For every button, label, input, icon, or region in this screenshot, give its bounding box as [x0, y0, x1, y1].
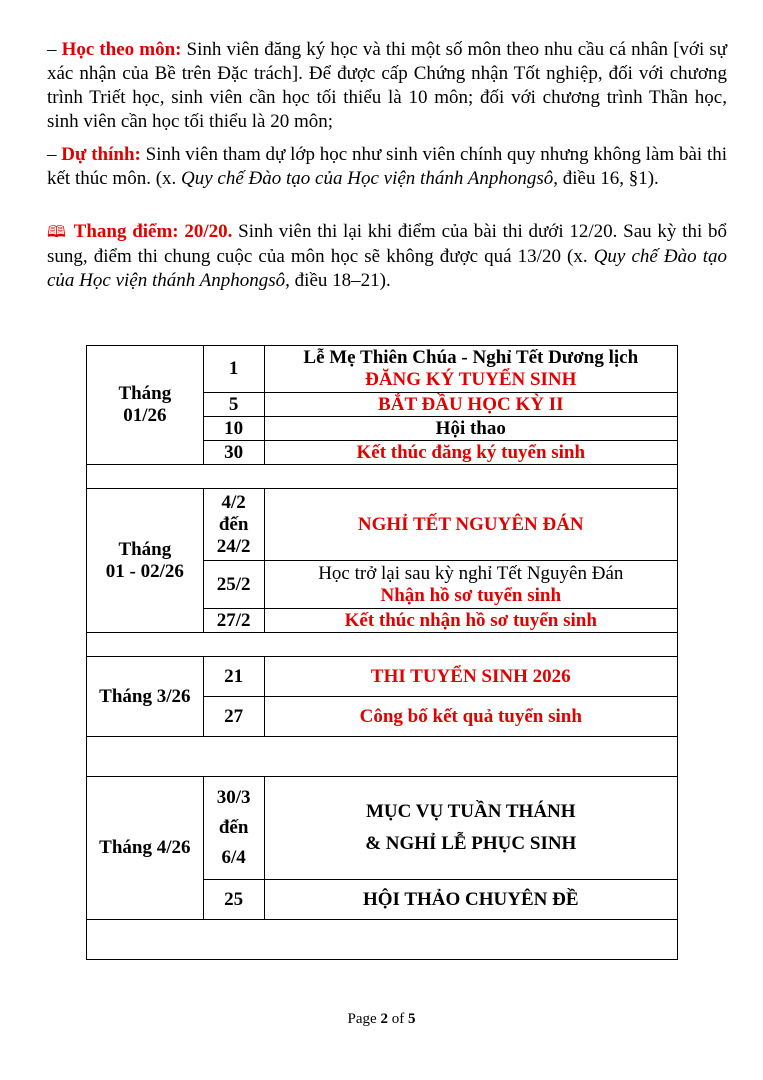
event-cell: Hội thao — [264, 417, 677, 441]
spacer-row — [87, 920, 678, 960]
table-row — [87, 489, 678, 561]
paragraph-thang-diem — [47, 220, 727, 293]
text-hoc-theo-mon: Sinh viên đăng ký học và thi một số môn theo nhu cầu cá nhân [với sự xác nhận của Bề trên Đặc trách]. Để được cấp Chứng nhận Tốt nghiệp, đối với chương trình Triết học, sinh viên cần học tối thiểu là 10 môn; đối với chương trình Thần học, sinh viên cần học tối thiểu là 20 môn; — [47, 39, 728, 132]
table-row — [87, 777, 678, 880]
text-thang-diem-a: Sinh viên thi lại khi điểm của bài thi dưới 12/20. Sau kỳ thi bổ sung, điểm thi chung cuộc của môn học sẽ không được quá 13/20 (x. — [47, 221, 727, 267]
event-cell: Lễ Mẹ Thiên Chúa - Nghỉ Tết Dương lịch ĐĂNG KÝ TUYỂN SINH — [264, 346, 677, 393]
day-cell: 25 — [203, 880, 264, 920]
text-thang-diem-b: , điều 18–21). — [285, 270, 391, 291]
table-row — [87, 657, 678, 697]
month-cell-apr: Tháng 4/26 — [87, 777, 204, 920]
event-cell: HỘI THẢO CHUYÊN ĐỀ — [264, 880, 677, 920]
day-cell: 5 — [203, 393, 264, 417]
event-cell: MỤC VỤ TUẦN THÁNH & NGHỈ LỄ PHỤC SINH — [264, 777, 677, 880]
ref-quy-che: Quy chế Đào tạo của Học viện thánh Anphongsô — [47, 246, 727, 291]
academic-calendar-table — [86, 345, 678, 960]
event-cell: Kết thúc nhận hồ sơ tuyển sinh — [264, 609, 677, 633]
month-cell-mar: Tháng 3/26 — [87, 657, 204, 737]
day-cell: 1 — [203, 346, 264, 393]
event-cell: THI TUYỂN SINH 2026 — [264, 657, 677, 697]
book-icon: 🕮 — [47, 224, 66, 241]
spacer-row — [87, 737, 678, 777]
paragraph-hoc-theo-mon — [47, 38, 727, 134]
label-du-thinh: Dự thính: — [61, 144, 141, 165]
event-cell: NGHỈ TẾT NGUYÊN ĐÁN — [264, 489, 677, 561]
page-footer: Page 2 of 5 — [347, 1011, 416, 1027]
month-cell-jan: Tháng 01/26 — [87, 346, 204, 465]
event-cell: Học trở lại sau kỳ nghỉ Tết Nguyên Đán Nhận hồ sơ tuyển sinh — [264, 561, 677, 609]
day-cell: 25/2 — [203, 561, 264, 609]
day-cell: 27 — [203, 697, 264, 737]
day-cell: 30 — [203, 441, 264, 465]
text-du-thinh-b: , điều 16, §1). — [553, 168, 659, 189]
spacer-row — [87, 465, 678, 489]
ref-quy-che: Quy chế Đào tạo của Học viện thánh Anphongsô — [181, 168, 554, 189]
event-cell: BẮT ĐẦU HỌC KỲ II — [264, 393, 677, 417]
dash: – — [47, 144, 62, 165]
event-cell: Kết thúc đăng ký tuyển sinh — [264, 441, 677, 465]
paragraph-du-thinh — [47, 143, 727, 191]
day-cell: 21 — [203, 657, 264, 697]
label-thang-diem: Thang điểm: 20/20. — [73, 221, 233, 242]
event-cell: Công bố kết quả tuyển sinh — [264, 697, 677, 737]
dash: – — [47, 39, 62, 60]
day-cell: 30/3 đến 6/4 — [203, 777, 264, 880]
day-cell: 10 — [203, 417, 264, 441]
day-cell: 27/2 — [203, 609, 264, 633]
spacer-row — [87, 633, 678, 657]
day-cell: 4/2 đến 24/2 — [203, 489, 264, 561]
month-cell-feb: Tháng 01 - 02/26 — [87, 489, 204, 633]
table-row — [87, 346, 678, 393]
label-hoc-theo-mon: Học theo môn: — [61, 39, 182, 60]
text-du-thinh-a: Sinh viên tham dự lớp học như sinh viên chính quy nhưng không làm bài thi kết thúc môn. (x. — [47, 144, 727, 189]
